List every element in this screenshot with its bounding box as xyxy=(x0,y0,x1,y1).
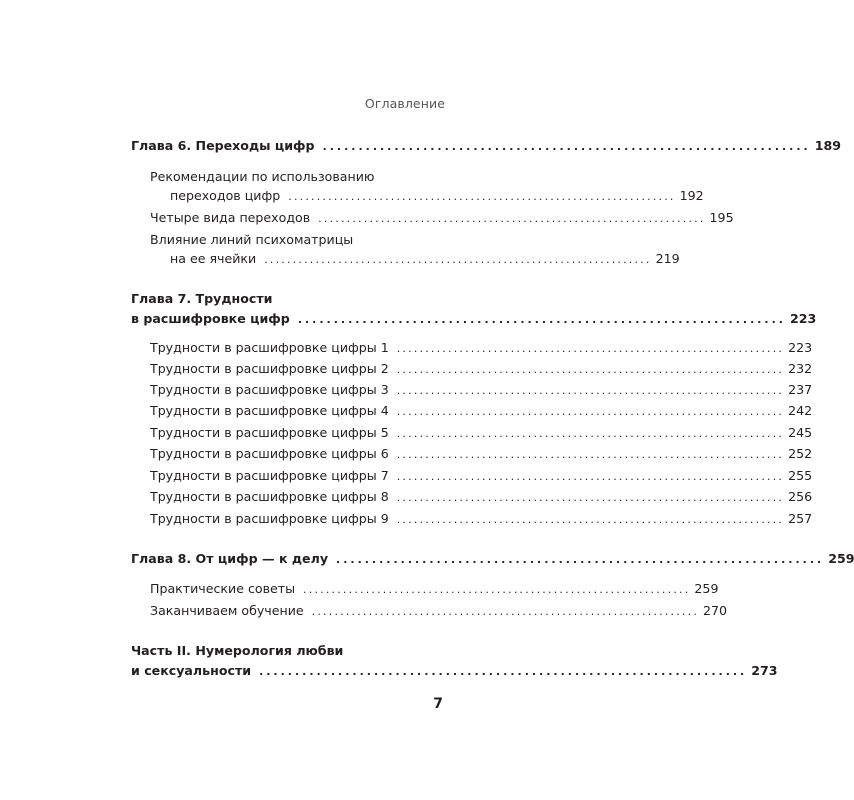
leader-dots: .................................................................... xyxy=(336,553,825,566)
toc-entry-title: на ее ячейки xyxy=(170,251,257,266)
toc-entry-title: в расшифровке цифр xyxy=(131,311,290,326)
leader-dots: .................................................................... xyxy=(396,363,785,376)
leader-dots: .................................................................... xyxy=(396,491,785,504)
toc-entry-page: 257 xyxy=(788,511,813,526)
toc-entry-practical-tips[interactable] xyxy=(150,579,719,599)
toc-entry-chapter-7[interactable] xyxy=(131,309,817,329)
toc-entry-title: Часть II. Нумерология любви xyxy=(131,643,344,658)
toc-entry-title: Трудности в расшифровке цифры 9 xyxy=(150,511,389,526)
toc-entry[interactable] xyxy=(150,380,813,400)
leader-dots: .................................................................... xyxy=(396,342,785,355)
toc-entry-title: Трудности в расшифровке цифры 3 xyxy=(150,382,389,397)
leader-dots: .................................................................... xyxy=(396,405,785,418)
toc-entry-title: Трудности в расшифровке цифры 2 xyxy=(150,361,389,376)
leader-dots: .................................................................... xyxy=(303,583,691,596)
toc-entry-page: 192 xyxy=(679,188,704,203)
toc-entry-four-types[interactable] xyxy=(150,208,734,228)
toc-entry[interactable] xyxy=(150,444,813,464)
toc-entry-page: 259 xyxy=(828,551,854,566)
toc-entry-page: 189 xyxy=(814,138,842,153)
leader-dots: .................................................................... xyxy=(396,513,785,526)
toc-entry-title: Трудности в расшифровке цифры 1 xyxy=(150,340,389,355)
toc-entry-title: Глава 6. Переходы цифр xyxy=(131,138,315,153)
running-head: Оглавление xyxy=(364,96,445,111)
toc-entry-page: 256 xyxy=(788,489,813,504)
toc-entry[interactable] xyxy=(150,423,813,443)
toc-entry-title: Трудности в расшифровке цифры 6 xyxy=(150,446,389,461)
toc-entry-page: 270 xyxy=(703,603,728,618)
leader-dots: .................................................................... xyxy=(264,253,652,266)
toc-entry-chapter-6[interactable] xyxy=(131,136,842,156)
leader-dots: .................................................................... xyxy=(318,212,706,225)
toc-entry-title: Трудности в расшифровке цифры 8 xyxy=(150,489,389,504)
toc-entry-page: 252 xyxy=(788,446,813,461)
toc-entry-finishing[interactable] xyxy=(150,601,728,621)
toc-entry-title-line xyxy=(131,641,444,661)
toc-entry[interactable] xyxy=(150,401,813,421)
toc-entry[interactable] xyxy=(150,509,813,529)
toc-entry-page: 245 xyxy=(788,425,813,440)
toc-entry-title: и сексуальности xyxy=(131,663,252,678)
toc-entry-chapter-8[interactable] xyxy=(131,549,854,569)
toc-entry[interactable] xyxy=(150,487,813,507)
toc-entry-title: Влияние линий психоматрицы xyxy=(150,232,354,247)
toc-entry-title: Глава 7. Трудности xyxy=(131,291,273,306)
page-number: 7 xyxy=(433,696,443,712)
toc-entry-page: 232 xyxy=(788,361,813,376)
leader-dots: .................................................................... xyxy=(288,190,676,203)
toc-entry-page: 273 xyxy=(751,663,778,678)
toc-entry[interactable] xyxy=(150,359,813,379)
toc-entry[interactable] xyxy=(150,466,813,486)
toc-entry-title: Рекомендации по использованию xyxy=(150,169,375,184)
toc-entry-title: переходов цифр xyxy=(170,188,281,203)
leader-dots: .................................................................... xyxy=(259,665,748,678)
leader-dots: .................................................................... xyxy=(396,470,785,483)
toc-entry-title-line xyxy=(131,289,444,309)
leader-dots: .................................................................... xyxy=(396,448,785,461)
toc-entry-title: Трудности в расшифровке цифры 4 xyxy=(150,403,389,418)
toc-entry-title: Практические советы xyxy=(150,581,296,596)
toc-entry-page: 259 xyxy=(694,581,719,596)
toc-entry-title: Трудности в расшифровке цифры 7 xyxy=(150,468,389,483)
toc-entry-page: 219 xyxy=(655,251,680,266)
toc-entry-page: 195 xyxy=(709,210,734,225)
leader-dots: .................................................................... xyxy=(396,427,785,440)
toc-entry-part-2[interactable] xyxy=(131,661,778,681)
toc-entry-title: Глава 8. От цифр — к делу xyxy=(131,551,329,566)
toc-entry-recommendations[interactable] xyxy=(170,186,704,206)
leader-dots: .................................................................... xyxy=(322,140,811,153)
toc-entry-page: 242 xyxy=(788,403,813,418)
toc-entry-page: 237 xyxy=(788,382,813,397)
toc-entry-title: Четыре вида переходов xyxy=(150,210,311,225)
toc-entry-page: 223 xyxy=(789,311,817,326)
toc-entry-page: 223 xyxy=(788,340,813,355)
leader-dots: .................................................................... xyxy=(396,384,785,397)
toc-entry-title: Заканчиваем обучение xyxy=(150,603,304,618)
toc-entry[interactable] xyxy=(150,338,813,358)
toc-entry-title: Трудности в расшифровке цифры 5 xyxy=(150,425,389,440)
toc-entry-page: 255 xyxy=(788,468,813,483)
toc-entry-title-line xyxy=(150,230,444,250)
toc-entry-matrix-lines[interactable] xyxy=(170,249,680,269)
leader-dots: .................................................................... xyxy=(297,313,786,326)
toc-entry-title-line xyxy=(150,167,444,187)
leader-dots: .................................................................... xyxy=(311,605,700,618)
